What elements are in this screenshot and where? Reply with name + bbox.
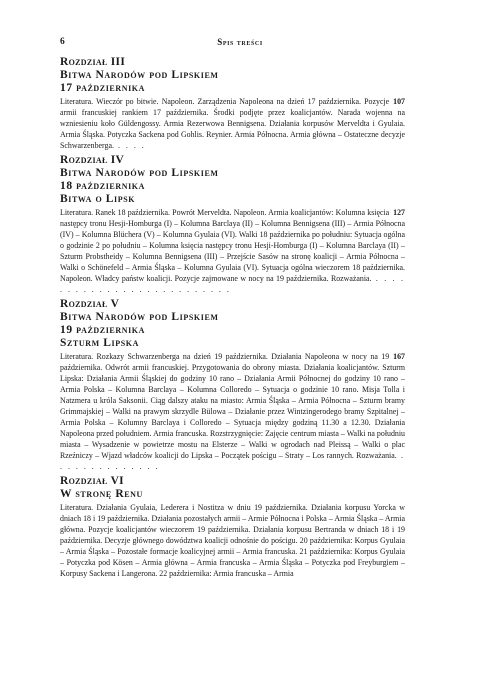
toc-chapter-4[interactable] xyxy=(60,154,405,295)
chapter-summary xyxy=(60,96,405,151)
chapter-heading: Rozdział III xyxy=(60,56,126,68)
dot-leader: . . . . xyxy=(113,141,146,150)
chapter-title: Bitwa Narodów pod Lipskiem xyxy=(60,167,219,179)
chapter-subtitle: 19 października xyxy=(60,324,146,336)
chapter-subtitle: Szturm Lipska xyxy=(60,337,139,349)
chapter-page-number: 107 xyxy=(393,97,405,106)
toc-content xyxy=(60,56,405,582)
toc-chapter-6[interactable] xyxy=(60,475,405,579)
chapter-title: Bitwa Narodów pod Lipskiem xyxy=(60,69,219,81)
chapter-heading: Rozdział V xyxy=(60,298,120,310)
chapter-summary-text: Literatura. Wieczór po bitwie. Napoleon. Zarządzenia Napoleona na dzień 17 października. Pozycje armii francuskiej rankiem 17 października. Środki podjęte przez koalicjantów. Narada wojenna na wzniesieniu koło Güldengossy. Armia Rezerwowa Bennigsena. Działania korpusów Merveldta i Gyulaia. Armia Śląska. Potyczka Sackena pod Gohlis. Reynier. Armia Północna. Armia główna – Ostateczne decyzje Schwarzenberga. xyxy=(60,97,405,150)
chapter-summary-text: Literatura. Rozkazy Schwarzenberga na dzień 19 października. Działania Napoleona w nocy na 19 października. Odwrót armii francuskiej. Przygotowania do obrony miasta. Działania koalicjantów. Szturm Lipska: Działania Armii Śląskiej do godziny 10 rano – Działania Armii Północnej do godziny 10 rano – Armia Polska – Kolumna Barclaya – Kolumna Colloredo – Sytuacja o godzinie 10 rano. Misja Tolla i Natzmera u króla Saksonii. Ciąg dalszy ataku na miasto: Armia Śląska – Armia Północna – Szturm bramy Grimmajskiej – Walki na prawym skrzydle Bülowa – Działanie przez Wintzingerodego bramy Szpitalnej – Armia Polska – Kolumny Barclaya i Colloredo – Sytuacja między godziną 11.30 a 12.30. Działania Napoleona przed południem. Armia francuska. Rozstrzygnięcie: Zajęcie centrum miasta – Walki na południu miasta – Wysadzenie w powietrze mostu na Elsterze – Walki w ogrodach nad Pleissą – Walki o plac Rzeźniczy – Wjazd władców koalicji do Lipska – Początek pościgu – Straty – Los rannych. Rozważania. xyxy=(60,352,405,460)
chapter-title: Bitwa Narodów pod Lipskiem xyxy=(60,311,219,323)
chapter-summary xyxy=(60,502,405,579)
chapter-subtitle: 18 października xyxy=(60,180,146,192)
chapter-subtitle: Bitwa o Lipsk xyxy=(60,193,136,205)
chapter-summary-text: Literatura. Ranek 18 października. Powrót Merveldta. Napoleon. Armia koalicjantów: Kolumna księcia następcy tronu Hesji-Homburga (I) – Kolumna Barclaya (II) – Kolumna Bennigsena (III) – Armia Północna (IV) – Kolumna Blüchera (V) – Kolumna Gyulaia (VI). Walki 18 października po południu: Sytuacja ogólna o godzinie 2 po południu – Kolumna księcia następcy tronu Hesji-Homburga (I) – Kolumna Barclaya (II) – Szturm Probstheidy – Kolumna Bennigsena (III) – Przejście Sasów na stronę koalicji – Armia Północna – Walki o Schönefeld – Armia Śląska – Kolumna Gyulaia (VI). Sytuacja ogólna wieczorem 18 października. Napoleon. Władcy państw koalicji. Pozycje zajmowane w nocy na 19 października. Rozważania. xyxy=(60,208,405,283)
page-number: 6 xyxy=(60,37,65,47)
chapter-heading: Rozdział IV xyxy=(60,154,125,166)
chapter-summary-text: Literatura. Działania Gyulaia, Lederera i Nostitza w dniu 19 października. Działania korpusu Yorcka w dniach 18 i 19 października. Działania pozostałych armii – Armie Północna i Polska – Armia Śląska – Armia główna. Pozycje koalicjantów wieczorem 19 października. Działania korpusu Bertranda w dniach 18 i 19 października. Decyzje głównego dowództwa koalicji odnośnie do pościgu. 20 października: Korpus Gyulaia – Armia Śląska – Pozostałe formacje koalicyjnej armii – Armia francuska. 21 października: Korpus Gyulaia – Potyczka pod Kösen – Armia główna – Armia francuska – Armia Śląska – Potyczka pod Freyburgiem – Korpusy Sackena i Langerona. 22 października: Armia francuska – Armia xyxy=(60,503,405,578)
toc-chapter-3[interactable] xyxy=(60,56,405,151)
chapter-heading: Rozdział VI xyxy=(60,475,124,487)
chapter-page-number: 167 xyxy=(393,352,405,361)
chapter-summary xyxy=(60,207,405,295)
toc-chapter-5[interactable] xyxy=(60,298,405,472)
chapter-subtitle: 17 października xyxy=(60,82,146,94)
dot-leader: . . . . . . . . . . . . . . xyxy=(60,451,405,471)
chapter-title: W stronę Renu xyxy=(60,488,143,500)
chapter-summary xyxy=(60,351,405,472)
page-header xyxy=(0,37,480,49)
running-title: Spis treści xyxy=(217,37,263,47)
chapter-page-number: 127 xyxy=(393,208,405,217)
dot-leader: . . . . . . . . . . . . . . . . . . . . . . . . . . xyxy=(60,274,406,294)
